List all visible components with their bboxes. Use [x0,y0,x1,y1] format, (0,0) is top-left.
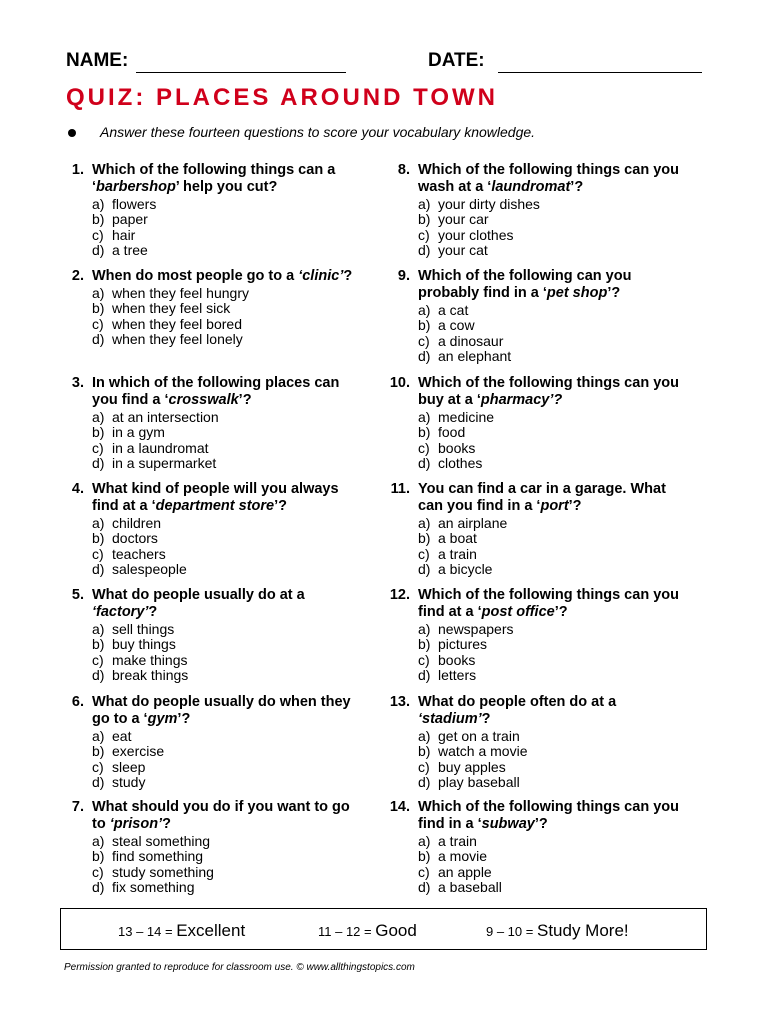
option-text: buy things [112,636,176,653]
option-text: an apple [438,863,492,880]
question-prompt [56,162,356,196]
answer-option [92,441,356,456]
question-text [92,268,356,285]
answer-option [92,456,356,471]
option-letter: c) [418,651,430,668]
answer-options [418,303,682,365]
answer-option [418,653,682,668]
question-13 [382,694,682,791]
answer-option [418,334,682,349]
question-text-pre: In which of the following places can you find a ‘ [92,375,340,408]
option-letter: d) [418,348,431,365]
question-prompt [56,375,356,409]
question-11 [382,481,682,578]
question-text-post: ? [162,816,171,832]
answer-option [418,349,682,364]
answer-option [418,729,682,744]
option-text: fix something [112,879,195,896]
score-label: Excellent [176,921,246,940]
question-term: subway [481,816,535,832]
option-text: a train [438,545,477,562]
answer-options [92,729,356,791]
answer-option [418,425,682,440]
answer-option [92,425,356,440]
question-term: ‘prison’ [109,816,163,832]
answer-option [92,547,356,562]
option-letter: a) [92,409,105,425]
instruction [66,124,535,140]
question-9 [382,268,682,365]
question-text-pre: You can find a car in a garage. What can you find in a ‘ [418,481,666,514]
question-number: 10. [389,375,410,391]
answer-option [92,531,356,546]
option-text: a bicycle [438,561,493,578]
option-letter: c) [418,758,430,775]
option-text: books [438,439,476,456]
option-letter: b) [92,743,105,760]
question-prompt [382,162,682,196]
answer-option [418,834,682,849]
question-text-post: ? [148,604,158,620]
answer-option [92,332,356,347]
option-letter: b) [418,743,431,760]
answer-option [418,456,682,471]
option-letter: b) [92,424,105,441]
question-text-pre: What do people usually do when they go to a ‘ [92,694,351,727]
question-4 [56,481,356,578]
answer-option [92,744,356,759]
option-letter: c) [418,545,430,562]
option-letter: d) [92,455,105,472]
answer-options [92,516,356,578]
question-2 [56,268,356,348]
answer-options [418,729,682,791]
option-letter: b) [418,848,431,865]
question-prompt [56,587,356,621]
answer-option [92,562,356,577]
question-text-post: ? [343,268,353,284]
question-text-pre: Which of the following things can a ‘ [92,162,336,195]
question-term: ‘factory’ [92,604,149,620]
answer-option [418,303,682,318]
option-text: watch a movie [438,743,528,760]
option-text: a boat [438,530,477,547]
name-line [136,72,346,73]
option-letter: c) [92,439,104,456]
option-text: doctors [112,530,158,547]
answer-option [92,880,356,895]
option-letter: a) [418,833,431,849]
option-text: children [112,515,162,531]
option-letter: d) [92,331,105,348]
question-text-post: ’? [570,179,584,195]
question-term: laundromat [491,179,571,195]
question-number: 12. [389,587,410,603]
answer-options [418,622,682,684]
question-text-pre: When do most people go to a [92,268,299,284]
option-letter: b) [92,300,105,317]
answer-option [418,880,682,895]
option-letter: c) [418,226,430,243]
question-3 [56,375,356,472]
option-letter: b) [418,424,431,441]
question-term: department store [155,498,275,514]
question-text [418,587,682,621]
answer-option [92,865,356,880]
option-text: an airplane [438,515,508,531]
answer-option [418,318,682,333]
option-letter: c) [92,758,104,775]
question-text-pre: What should you do if you want to go to [92,799,350,832]
answer-options [418,197,682,259]
option-text: a movie [438,848,488,865]
option-text: a train [438,833,477,849]
answer-options [92,197,356,259]
question-number: 8. [397,162,410,178]
answer-option [418,228,682,243]
answer-option [92,243,356,258]
option-letter: c) [92,226,104,243]
answer-option [92,317,356,332]
header [66,50,706,80]
question-number: 4. [71,481,84,497]
answer-option [418,516,682,531]
option-letter: d) [92,561,105,578]
option-letter: b) [418,317,431,334]
question-prompt [382,694,682,728]
bullet-icon [68,129,76,137]
question-10 [382,375,682,472]
option-letter: c) [92,315,104,332]
question-text-pre: Which of the following can you probably find in a ‘ [418,268,632,301]
answer-option [92,622,356,637]
question-text-post: ? [481,711,491,727]
question-text [92,694,356,728]
answer-option [92,637,356,652]
option-text: clothes [438,455,483,472]
option-letter: b) [418,530,431,547]
option-text: make things [112,651,188,668]
question-text [418,162,682,196]
question-number: 7. [71,799,84,815]
date-line [498,72,702,73]
option-text: break things [112,667,189,684]
question-text-post: ’? [607,285,621,301]
score-excellent [118,921,245,941]
option-text: a cow [438,317,475,334]
answer-option [92,228,356,243]
question-prompt [56,481,356,515]
option-text: a tree [112,242,148,259]
answer-option [418,668,682,683]
question-text-post: ’? [534,816,548,832]
answer-option [92,197,356,212]
option-letter: a) [418,302,431,318]
question-12 [382,587,682,684]
option-letter: d) [92,667,105,684]
question-prompt [382,268,682,302]
answer-option [418,531,682,546]
score-label: Good [375,921,417,940]
option-letter: a) [92,833,105,849]
question-prompt [382,799,682,833]
option-text: books [438,651,476,668]
option-text: sleep [112,758,146,775]
permission-footer: Permission granted to reproduce for classroom use. © www.allthingstopics.com [64,962,415,973]
answer-option [418,775,682,790]
option-letter: c) [92,545,104,562]
question-text [418,694,682,728]
option-letter: c) [418,332,430,349]
score-box [60,908,707,950]
answer-option [92,775,356,790]
option-letter: d) [92,242,105,259]
answer-option [418,212,682,227]
option-text: flowers [112,196,157,212]
answer-option [418,744,682,759]
question-number: 9. [397,268,410,284]
answer-option [92,760,356,775]
option-letter: a) [92,196,105,212]
question-1 [56,162,356,259]
question-6 [56,694,356,791]
option-text: a dinosaur [438,332,504,349]
option-text: find something [112,848,204,865]
score-study-more [486,921,629,941]
answer-option [418,547,682,562]
option-letter: a) [92,728,105,744]
option-letter: b) [418,211,431,228]
option-text: exercise [112,743,165,760]
option-letter: a) [418,409,431,425]
option-text: teachers [112,545,166,562]
option-text: steal something [112,833,211,849]
answer-option [418,622,682,637]
answer-options [92,286,356,348]
option-text: food [438,424,466,441]
option-text: salespeople [112,561,187,578]
question-term: post office [481,604,555,620]
question-prompt [382,481,682,515]
option-text: when they feel sick [112,300,231,317]
option-text: in a supermarket [112,455,217,472]
quiz-title: QUIZ: PLACES AROUND TOWN [66,84,498,111]
question-14 [382,799,682,896]
option-text: an elephant [438,348,512,365]
option-letter: c) [418,439,430,456]
question-number: 3. [71,375,84,391]
answer-options [418,834,682,896]
option-text: pictures [438,636,488,653]
answer-option [92,410,356,425]
option-letter: d) [418,242,431,259]
option-text: your clothes [438,226,514,243]
instruction-text: Answer these fourteen questions to score your vocabulary knowledge. [100,124,536,140]
option-text: play baseball [438,774,520,791]
option-letter: a) [418,728,431,744]
date-label: DATE: [428,50,485,71]
question-text [418,799,682,833]
option-letter: d) [418,455,431,472]
score-range: 13 – 14 = [118,924,173,939]
score-range: 11 – 12 = [318,924,372,939]
question-text [92,799,356,833]
question-number: 13. [389,694,410,710]
answer-option [92,849,356,864]
option-text: paper [112,211,148,228]
question-prompt [382,587,682,621]
answer-option [418,760,682,775]
option-letter: b) [92,636,105,653]
question-text [92,375,356,409]
question-prompt [56,799,356,833]
question-7 [56,799,356,896]
option-text: your car [438,211,489,228]
option-text: medicine [438,409,495,425]
question-number: 11. [390,481,410,497]
answer-options [92,622,356,684]
answer-options [418,516,682,578]
option-text: letters [438,667,477,684]
question-prompt [382,375,682,409]
option-text: your dirty dishes [438,196,540,212]
question-term: ‘clinic’ [298,268,344,284]
option-letter: d) [418,561,431,578]
score-label: Study More! [536,921,629,940]
option-text: get on a train [438,728,520,744]
option-text: when they feel bored [112,315,242,332]
option-text: in a gym [112,424,165,441]
option-letter: a) [92,285,105,301]
answer-option [418,441,682,456]
answer-option [418,865,682,880]
question-text-post: ’? [238,392,252,408]
option-text: buy apples [438,758,506,775]
option-text: hair [112,226,136,243]
option-letter: a) [418,196,431,212]
option-text: a baseball [438,879,502,896]
option-letter: b) [418,636,431,653]
score-range: 9 – 10 = [486,924,534,939]
question-text-post: ’? [177,711,191,727]
option-text: newspapers [438,621,514,637]
question-prompt [56,694,356,728]
option-text: your cat [438,242,488,259]
score-good [318,921,417,941]
question-text [418,375,682,409]
option-text: sell things [112,621,175,637]
option-text: in a laundromat [112,439,209,456]
answer-option [92,668,356,683]
question-text-pre: What do people usually do at a [92,587,305,603]
answer-option [418,637,682,652]
option-letter: c) [92,651,104,668]
option-letter: d) [418,774,431,791]
option-letter: c) [92,863,104,880]
question-text-pre: Which of the following things can you wash at a ‘ [418,162,679,195]
question-text [418,481,682,515]
answer-option [418,197,682,212]
question-text-post: ’? [554,604,568,620]
question-text-pre: What kind of people will you always find at a ‘ [92,481,339,514]
question-text-pre: Which of the following things can you buy at a ‘ [418,375,679,408]
answer-options [92,834,356,896]
question-text [418,268,682,302]
answer-option [92,212,356,227]
option-text: eat [112,728,132,744]
option-letter: b) [92,211,105,228]
question-text-post: ’? [568,498,582,514]
option-letter: b) [92,848,105,865]
answer-options [92,410,356,472]
question-term: barbershop [96,179,176,195]
question-term: ‘stadium’ [418,711,482,727]
option-letter: c) [418,863,430,880]
question-text [92,481,356,515]
answer-option [92,301,356,316]
question-term: gym [147,711,178,727]
question-number: 6. [71,694,84,710]
question-text [92,587,356,621]
question-prompt [56,268,356,285]
question-8 [382,162,682,259]
option-letter: a) [92,621,105,637]
question-number: 2. [71,268,84,284]
option-letter: a) [418,515,431,531]
question-text-pre: What do people often do at a [418,694,617,710]
option-letter: d) [418,879,431,896]
question-term: crosswalk [168,392,239,408]
question-number: 1. [71,162,84,178]
option-letter: d) [418,667,431,684]
option-text: study something [112,863,214,880]
answer-option [92,286,356,301]
answer-option [418,243,682,258]
answer-option [92,516,356,531]
name-label: NAME: [66,50,129,71]
question-term: pet shop [546,285,608,301]
answer-option [92,653,356,668]
option-text: a cat [438,302,469,318]
option-text: study [112,774,146,791]
question-term: pharmacy’? [480,392,563,408]
option-text: when they feel hungry [112,285,249,301]
option-letter: d) [92,879,105,896]
answer-option [92,834,356,849]
answer-options [418,410,682,472]
question-number: 14. [389,799,410,815]
question-text-post: ’ help you cut? [175,179,278,195]
question-text-post: ’? [274,498,287,514]
option-text: at an intersection [112,409,219,425]
answer-option [92,729,356,744]
answer-option [418,410,682,425]
question-text-pre: Which of the following things can you find in a ‘ [418,799,679,832]
question-number: 5. [71,587,84,603]
option-text: when they feel lonely [112,331,243,348]
question-text [92,162,356,196]
option-letter: a) [418,621,431,637]
option-letter: b) [92,530,105,547]
question-text-pre: Which of the following things can you find at a ‘ [418,587,679,620]
question-5 [56,587,356,684]
answer-option [418,562,682,577]
question-term: port [540,498,569,514]
option-letter: d) [92,774,105,791]
answer-option [418,849,682,864]
option-letter: a) [92,515,105,531]
